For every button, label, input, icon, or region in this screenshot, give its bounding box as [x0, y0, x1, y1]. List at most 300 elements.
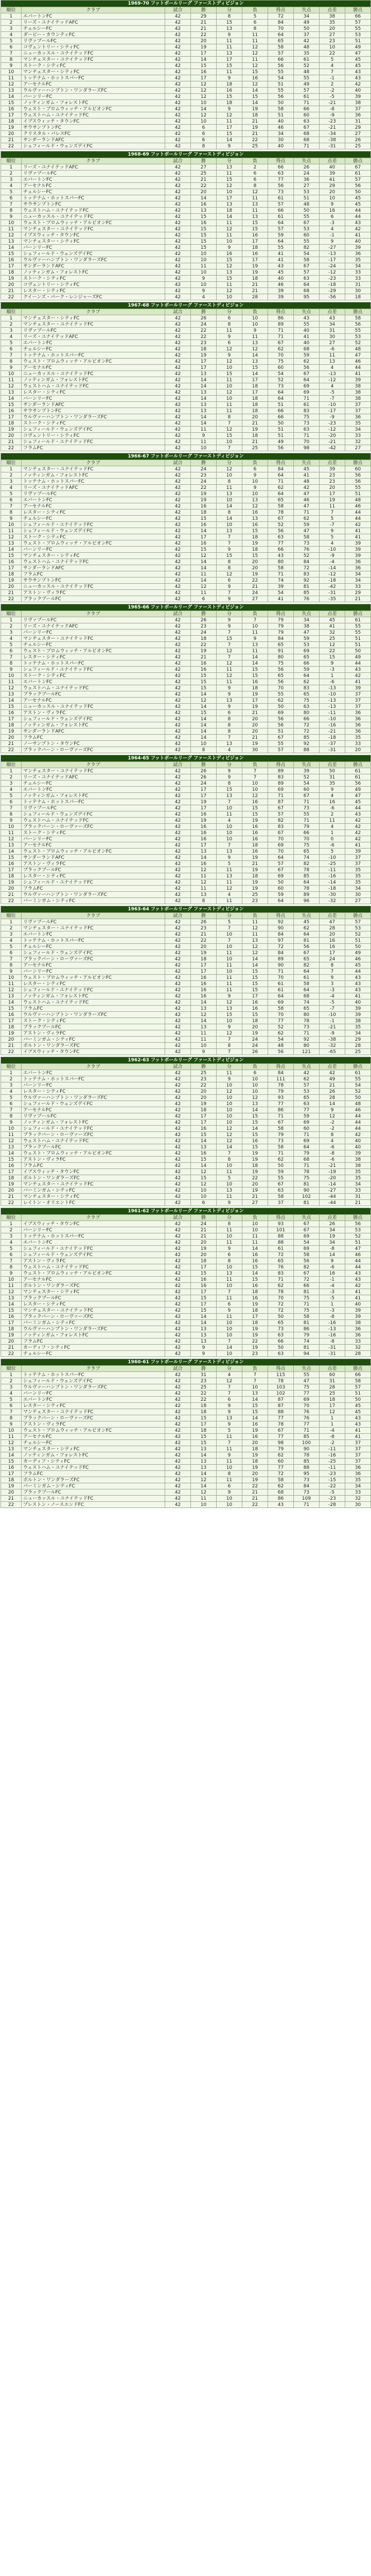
- stat-cell: 36: [345, 710, 371, 716]
- stat-cell: 25: [191, 1384, 217, 1391]
- stat-cell: 42: [165, 1308, 191, 1314]
- stat-cell: 81: [294, 938, 320, 944]
- stat-cell: 19: [242, 1345, 268, 1351]
- club-name-cell: ブラックプールFC: [22, 691, 165, 698]
- rank-cell: 18: [1, 269, 22, 276]
- table-row: [1, 1018, 371, 1024]
- rank-cell: 21: [1, 137, 22, 143]
- stat-cell: -34: [320, 131, 345, 137]
- stat-cell: 13: [242, 1391, 268, 1397]
- stat-cell: 16: [191, 811, 217, 818]
- stat-cell: 34: [345, 1181, 371, 1188]
- stat-cell: -20: [320, 433, 345, 439]
- stat-cell: 42: [165, 679, 191, 685]
- stat-cell: 9: [217, 334, 242, 340]
- stat-cell: 18: [242, 547, 268, 553]
- stat-cell: 42: [165, 654, 191, 660]
- table-row: [1, 1169, 371, 1175]
- stat-cell: 75: [294, 1384, 320, 1391]
- stat-cell: 42: [165, 774, 191, 781]
- club-name-cell: アーセナルFC: [22, 962, 165, 969]
- column-header: 試合: [165, 1064, 191, 1070]
- table-row: [1, 1082, 371, 1089]
- club-name-cell: イプスウィッチ・タウンFC: [22, 1049, 165, 1055]
- stat-cell: 55: [268, 69, 294, 75]
- stat-cell: -35: [320, 596, 345, 602]
- stat-cell: 42: [345, 226, 371, 232]
- stat-cell: 13: [217, 1188, 242, 1194]
- stat-cell: 62: [294, 925, 320, 931]
- stat-cell: 36: [345, 1332, 371, 1338]
- stat-cell: 42: [165, 1138, 191, 1144]
- stat-cell: 9: [217, 993, 242, 999]
- club-name-cell: トッテナム・ホットスパーFC: [22, 75, 165, 81]
- stat-cell: 7: [242, 768, 268, 774]
- table-row: [1, 420, 371, 427]
- club-name-cell: シェフィールド・ウェンズデイFC: [22, 251, 165, 257]
- stat-cell: 87: [268, 1397, 294, 1403]
- stat-cell: 26: [191, 774, 217, 781]
- stat-cell: 14: [242, 962, 268, 969]
- table-row: [1, 100, 371, 106]
- table-row: [1, 648, 371, 654]
- stat-cell: 13: [242, 497, 268, 503]
- rank-cell: 8: [1, 660, 22, 667]
- rank-cell: 17: [1, 1320, 22, 1326]
- stat-cell: 17: [217, 195, 242, 201]
- table-row: [1, 32, 371, 38]
- stat-cell: 38: [345, 383, 371, 389]
- column-header: 点差: [320, 1366, 345, 1372]
- rank-cell: 7: [1, 654, 22, 660]
- rank-cell: 21: [1, 288, 22, 294]
- stat-cell: 9: [217, 584, 242, 590]
- stat-cell: 14: [191, 559, 217, 565]
- stat-cell: 77: [268, 1018, 294, 1024]
- club-name-cell: マンチェスター・シティFC: [22, 315, 165, 321]
- stat-cell: -9: [320, 1030, 345, 1037]
- column-header: 分: [217, 158, 242, 164]
- stat-cell: 7: [217, 1037, 242, 1043]
- stat-cell: 16: [191, 975, 217, 981]
- stat-cell: 77: [268, 1434, 294, 1440]
- stat-cell: 20: [242, 414, 268, 420]
- club-name-cell: シェフィールド・ユナイテッドFC: [22, 1126, 165, 1132]
- table-row: [1, 177, 371, 183]
- stat-cell: 13: [242, 340, 268, 346]
- stat-cell: 15: [191, 239, 217, 245]
- stat-cell: 66: [268, 164, 294, 171]
- club-name-cell: フラムFC: [22, 571, 165, 578]
- stat-cell: 9: [191, 276, 217, 282]
- stat-cell: 14: [191, 1471, 217, 1477]
- column-header: 失点: [294, 1366, 320, 1372]
- club-name-cell: ストーク・シティFC: [22, 276, 165, 282]
- stat-cell: -18: [320, 886, 345, 892]
- club-name-cell: フラムFC: [22, 445, 165, 451]
- stat-cell: -31: [320, 1351, 345, 1357]
- stat-cell: -4: [320, 993, 345, 999]
- stat-cell: 10: [217, 1018, 242, 1024]
- stat-cell: 77: [294, 1391, 320, 1397]
- stat-cell: -23: [320, 276, 345, 282]
- stat-cell: 65: [294, 1006, 320, 1012]
- stat-cell: 42: [165, 479, 191, 485]
- table-row: [1, 617, 371, 623]
- stat-cell: 42: [165, 263, 191, 269]
- stat-cell: 69: [294, 389, 320, 396]
- stat-cell: 89: [268, 781, 294, 787]
- column-header: 分: [217, 309, 242, 315]
- club-name-cell: ストーク・シティFC: [22, 534, 165, 540]
- stat-cell: 71: [268, 334, 294, 340]
- stat-cell: 42: [165, 32, 191, 38]
- stat-cell: 67: [268, 516, 294, 522]
- stat-cell: 6: [217, 1483, 242, 1489]
- table-row: [1, 1006, 371, 1012]
- club-name-cell: マンチェスター・ユナイテッドFC: [22, 1308, 165, 1314]
- stat-cell: 61: [345, 617, 371, 623]
- stat-cell: 44: [345, 214, 371, 220]
- stat-cell: 83: [294, 571, 320, 578]
- stat-cell: 15: [242, 69, 268, 75]
- stat-cell: -7: [320, 1006, 345, 1012]
- table-row: [1, 1428, 371, 1434]
- stat-cell: 83: [268, 1270, 294, 1277]
- stat-cell: 66: [345, 1372, 371, 1378]
- rank-cell: 3: [1, 1233, 22, 1240]
- rank-cell: 7: [1, 956, 22, 962]
- stat-cell: 18: [242, 1289, 268, 1295]
- stat-cell: 59: [294, 636, 320, 642]
- stat-cell: 33: [345, 269, 371, 276]
- stat-cell: -1: [320, 1277, 345, 1283]
- table-row: [1, 1126, 371, 1132]
- table-row: [1, 245, 371, 251]
- stat-cell: 63: [268, 1351, 294, 1357]
- stat-cell: 63: [268, 1332, 294, 1338]
- table-row: [1, 1502, 371, 1508]
- column-header: 勝点: [345, 611, 371, 617]
- club-name-cell: アーセナルFC: [22, 365, 165, 371]
- stat-cell: 6: [242, 1070, 268, 1076]
- club-name-cell: ウェストハム・ユナイテッドFC: [22, 818, 165, 824]
- column-header: 勝: [191, 309, 217, 315]
- stat-cell: 11: [242, 630, 268, 636]
- club-name-cell: チェルシーFC: [22, 189, 165, 195]
- column-header: 勝点: [345, 7, 371, 13]
- stat-cell: 42: [165, 571, 191, 578]
- stat-cell: 24: [242, 1037, 268, 1043]
- stat-cell: 17: [242, 377, 268, 383]
- stat-cell: 9: [320, 1258, 345, 1264]
- stat-cell: 42: [165, 433, 191, 439]
- stat-cell: 67: [268, 867, 294, 873]
- stat-cell: 68: [294, 131, 320, 137]
- stat-cell: -7: [320, 522, 345, 528]
- stat-cell: 42: [165, 1338, 191, 1345]
- stat-cell: 40: [268, 118, 294, 125]
- stat-cell: 93: [268, 1221, 294, 1227]
- stat-cell: 13: [191, 1144, 217, 1150]
- club-name-cell: サンダーランドAFC: [22, 263, 165, 269]
- column-header: 勝点: [345, 1064, 371, 1070]
- stat-cell: 39: [345, 245, 371, 251]
- stat-cell: 95: [294, 1471, 320, 1477]
- stat-cell: 23: [191, 472, 217, 479]
- club-name-cell: シェフィールド・ウェンズデイFC: [22, 950, 165, 956]
- stat-cell: 31: [191, 1372, 217, 1378]
- rank-cell: 19: [1, 125, 22, 131]
- stat-cell: 35: [345, 420, 371, 427]
- stat-cell: 51: [294, 195, 320, 201]
- stat-cell: 12: [217, 999, 242, 1006]
- stat-cell: 42: [165, 584, 191, 590]
- table-row: [1, 69, 371, 75]
- table-row: [1, 673, 371, 679]
- stat-cell: 42: [165, 590, 191, 596]
- stat-cell: 42: [165, 75, 191, 81]
- club-name-cell: ノッティンガム・フォレストFC: [22, 993, 165, 999]
- stat-cell: 7: [217, 799, 242, 805]
- table-row: [1, 44, 371, 50]
- stat-cell: 45: [345, 201, 371, 208]
- stat-cell: 42: [165, 623, 191, 630]
- stat-cell: 16: [191, 981, 217, 987]
- stat-cell: 43: [345, 975, 371, 981]
- stat-cell: -5: [320, 94, 345, 100]
- stat-cell: 78: [294, 1169, 320, 1175]
- stat-cell: 88: [268, 1240, 294, 1246]
- stat-cell: 16: [191, 667, 217, 673]
- stat-cell: 55: [345, 1076, 371, 1082]
- stat-cell: 13: [217, 1270, 242, 1277]
- rank-cell: 8: [1, 208, 22, 214]
- table-row: [1, 408, 371, 414]
- stat-cell: 109: [294, 1496, 320, 1502]
- club-name-cell: トッテナム・ホットスパーFC: [22, 352, 165, 359]
- stat-cell: 13: [191, 402, 217, 408]
- stat-cell: 19: [242, 1150, 268, 1157]
- stat-cell: 9: [217, 1076, 242, 1082]
- club-name-cell: サンダーランドAFC: [22, 565, 165, 571]
- stat-cell: 12: [217, 263, 242, 269]
- stat-cell: 57: [345, 919, 371, 925]
- stat-cell: 43: [345, 1415, 371, 1421]
- stat-cell: 9: [217, 685, 242, 691]
- stat-cell: 67: [268, 805, 294, 811]
- stat-cell: 25: [191, 1070, 217, 1076]
- stat-cell: 22: [191, 1391, 217, 1397]
- rank-cell: 15: [1, 1459, 22, 1465]
- stat-cell: 84: [268, 20, 294, 26]
- stat-cell: 37: [345, 402, 371, 408]
- stat-cell: 16: [242, 1006, 268, 1012]
- stat-cell: 60: [345, 466, 371, 472]
- stat-cell: 83: [268, 774, 294, 781]
- club-name-cell: ウルヴァーハンプトン・ワンダラーズFC: [22, 1095, 165, 1101]
- stat-cell: 12: [217, 389, 242, 396]
- stat-cell: 58: [345, 315, 371, 321]
- rank-cell: 18: [1, 1326, 22, 1332]
- club-name-cell: フラムFC: [22, 1163, 165, 1169]
- stat-cell: 72: [268, 13, 294, 20]
- stat-cell: 54: [294, 251, 320, 257]
- stat-cell: 14: [217, 1144, 242, 1150]
- rank-cell: 13: [1, 389, 22, 396]
- column-header: 失点: [294, 1064, 320, 1070]
- stat-cell: 45: [294, 466, 320, 472]
- stat-cell: 37: [345, 861, 371, 867]
- table-row: [1, 396, 371, 402]
- rank-cell: 17: [1, 1169, 22, 1175]
- stat-cell: 45: [345, 1403, 371, 1409]
- rank-cell: 11: [1, 981, 22, 987]
- stat-cell: 62: [268, 1483, 294, 1489]
- stat-cell: 55: [345, 623, 371, 630]
- stat-cell: 21: [191, 1227, 217, 1233]
- stat-cell: 22: [191, 485, 217, 491]
- stat-cell: -27: [320, 1188, 345, 1194]
- stat-cell: 42: [165, 660, 191, 667]
- stat-cell: -10: [320, 855, 345, 861]
- stat-cell: 42: [165, 1264, 191, 1270]
- stat-cell: 21: [242, 861, 268, 867]
- stat-cell: 13: [217, 849, 242, 855]
- stat-cell: 22: [242, 137, 268, 143]
- stat-cell: 10: [242, 1082, 268, 1089]
- stat-cell: 84: [294, 1483, 320, 1489]
- stat-cell: 1: [320, 830, 345, 836]
- stat-cell: 7: [320, 69, 345, 75]
- club-name-cell: リヴァプールFC: [22, 805, 165, 811]
- stat-cell: 75: [294, 842, 320, 849]
- table-row: [1, 1465, 371, 1471]
- stat-cell: 9: [191, 1351, 217, 1357]
- rank-cell: 6: [1, 799, 22, 805]
- stat-cell: 42: [165, 226, 191, 232]
- column-header-row: [1, 1215, 371, 1221]
- stat-cell: 17: [191, 1113, 217, 1120]
- stat-cell: 42: [345, 81, 371, 88]
- stat-cell: 52: [268, 522, 294, 528]
- stat-cell: 9: [217, 106, 242, 112]
- stat-cell: 6: [242, 177, 268, 183]
- stat-cell: 17: [191, 1120, 217, 1126]
- stat-cell: -22: [320, 1483, 345, 1489]
- stat-cell: 19: [191, 1101, 217, 1107]
- stat-cell: 62: [268, 698, 294, 704]
- stat-cell: 4: [320, 365, 345, 371]
- column-header: 点差: [320, 1215, 345, 1221]
- rank-cell: 16: [1, 106, 22, 112]
- table-row: [1, 667, 371, 673]
- stat-cell: 42: [165, 1384, 191, 1391]
- stat-cell: 80: [294, 1012, 320, 1018]
- stat-cell: 13: [242, 516, 268, 522]
- club-name-cell: コヴェントリー・シティFC: [22, 282, 165, 288]
- column-header: 得点: [268, 460, 294, 466]
- stat-cell: 13: [217, 698, 242, 704]
- stat-cell: 17: [191, 793, 217, 799]
- stat-cell: -38: [320, 1037, 345, 1043]
- rank-cell: 20: [1, 886, 22, 892]
- stat-cell: 19: [242, 263, 268, 269]
- club-name-cell: ボルトン・ワンダラーズFC: [22, 1175, 165, 1181]
- stat-cell: 42: [165, 171, 191, 177]
- table-row: [1, 13, 371, 20]
- table-row: [1, 805, 371, 811]
- stat-cell: 19: [242, 1301, 268, 1308]
- stat-cell: 44: [345, 1113, 371, 1120]
- stat-cell: 48: [294, 201, 320, 208]
- rank-cell: 13: [1, 239, 22, 245]
- stat-cell: 15: [191, 1295, 217, 1301]
- stat-cell: 7: [217, 1289, 242, 1295]
- stat-cell: 67: [294, 125, 320, 131]
- stat-cell: 64: [268, 855, 294, 861]
- table-row: [1, 1181, 371, 1188]
- stat-cell: 51: [345, 491, 371, 497]
- rank-cell: 9: [1, 818, 22, 824]
- stat-cell: 19: [191, 44, 217, 50]
- stat-cell: -6: [320, 346, 345, 352]
- stat-cell: 44: [345, 1258, 371, 1264]
- club-name-cell: ニューカッスル・ユナイテッドFC: [22, 371, 165, 377]
- stat-cell: 42: [165, 975, 191, 981]
- stat-cell: 16: [320, 944, 345, 950]
- club-name-cell: フラムFC: [22, 1471, 165, 1477]
- club-name-cell: ウルヴァーハンプトン・ワンダラーズFC: [22, 1012, 165, 1018]
- stat-cell: 72: [268, 1308, 294, 1314]
- stat-cell: 66: [268, 414, 294, 420]
- stat-cell: 16: [191, 1277, 217, 1283]
- stat-cell: 42: [165, 1320, 191, 1326]
- club-name-cell: アーセナルFC: [22, 1434, 165, 1440]
- stat-cell: 64: [294, 377, 320, 383]
- rank-cell: 4: [1, 1240, 22, 1246]
- stat-cell: 64: [268, 220, 294, 226]
- column-header: 負: [242, 460, 268, 466]
- stat-cell: 9: [217, 623, 242, 630]
- stat-cell: 37: [345, 106, 371, 112]
- stat-cell: 2: [320, 811, 345, 818]
- rank-cell: 9: [1, 969, 22, 975]
- stat-cell: 42: [165, 257, 191, 263]
- stat-cell: 42: [165, 352, 191, 359]
- stat-cell: 14: [217, 214, 242, 220]
- stat-cell: 42: [165, 1227, 191, 1233]
- column-header: 試合: [165, 1215, 191, 1221]
- club-name-cell: リーズ・ユナイテッドAFC: [22, 20, 165, 26]
- stat-cell: 35: [320, 20, 345, 26]
- club-name-cell: リヴァプールFC: [22, 617, 165, 623]
- table-row: [1, 201, 371, 208]
- stat-cell: 73: [268, 1326, 294, 1332]
- stat-cell: 83: [268, 824, 294, 830]
- rank-cell: 14: [1, 547, 22, 553]
- stat-cell: 77: [268, 1465, 294, 1471]
- stat-cell: 20: [320, 485, 345, 491]
- table-row: [1, 1397, 371, 1403]
- table-row: [1, 433, 371, 439]
- stat-cell: 19: [242, 427, 268, 433]
- club-name-cell: マンチェスター・シティFC: [22, 1194, 165, 1200]
- stat-cell: 15: [242, 667, 268, 673]
- stat-cell: 67: [268, 1428, 294, 1434]
- rank-cell: 10: [1, 371, 22, 377]
- table-row: [1, 1264, 371, 1270]
